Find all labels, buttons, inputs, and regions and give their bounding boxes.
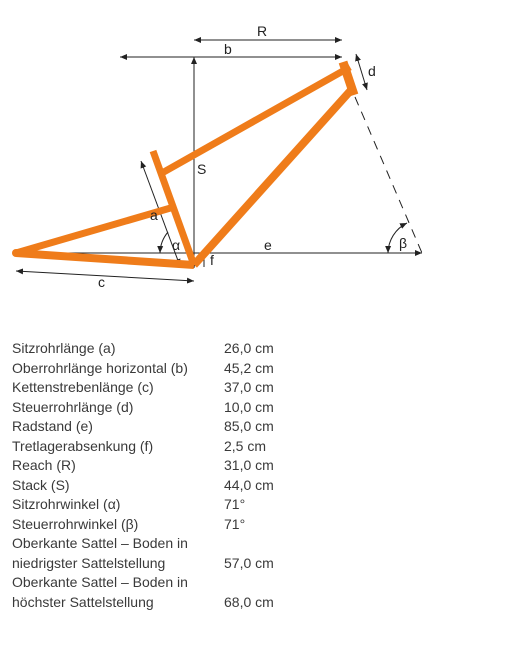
geometry-spec-table xyxy=(12,339,332,612)
spec-row xyxy=(12,378,332,398)
spec-value: 71° xyxy=(224,496,246,512)
label-a: a xyxy=(150,207,158,223)
spec-value: 26,0 cm xyxy=(224,340,274,356)
spec-label: Steuerrohrwinkel (β) xyxy=(12,515,139,532)
rear-axle-dot xyxy=(12,249,20,257)
spec-label: Tretlagerabsenkung (f) xyxy=(12,437,154,454)
spec-row xyxy=(12,515,332,535)
spec-value: 68,0 cm xyxy=(224,593,274,610)
spec-value: 45,2 cm xyxy=(224,359,274,376)
spec-value: 44,0 cm xyxy=(224,476,274,493)
spec-row xyxy=(12,417,332,437)
spec-row xyxy=(12,359,332,379)
spec-label: Radstand (e) xyxy=(12,418,93,434)
spec-row xyxy=(12,398,332,418)
spec-value: 37,0 cm xyxy=(224,379,274,395)
spec-row xyxy=(12,534,332,573)
label-b: b xyxy=(224,41,232,57)
spec-label: Sitzrohrlänge (a) xyxy=(12,340,116,356)
spec-label: Oberkante Sattel – Boden in höchster Sattelstellung xyxy=(12,574,188,610)
label-f: f xyxy=(210,252,214,268)
bike-frame xyxy=(12,62,354,265)
alpha-angle-arc xyxy=(160,232,168,253)
down-tube xyxy=(194,89,352,265)
head-tube xyxy=(343,62,354,95)
label-s: S xyxy=(197,161,207,177)
spec-label: Stack (S) xyxy=(12,476,70,493)
label-beta: β xyxy=(399,235,408,251)
chainstay-tube xyxy=(16,253,194,265)
spec-label: Oberkante Sattel – Boden in niedrigster Sattelstellung xyxy=(12,535,188,571)
spec-label: Oberrohrlänge horizontal (b) xyxy=(12,359,188,376)
d-dimension-line xyxy=(356,54,367,90)
spec-row xyxy=(12,456,332,476)
spec-value: 85,0 cm xyxy=(224,418,274,434)
spec-row xyxy=(12,437,332,457)
spec-row xyxy=(12,495,332,515)
spec-label: Steuerrohrlänge (d) xyxy=(12,398,134,415)
label-d: d xyxy=(368,63,376,79)
spec-label: Kettenstrebenlänge (c) xyxy=(12,379,154,395)
label-alpha: α xyxy=(172,237,181,253)
spec-value: 57,0 cm xyxy=(224,554,274,571)
spec-label: Reach (R) xyxy=(12,457,76,473)
label-c: c xyxy=(98,274,105,290)
spec-label: Sitzrohrwinkel (α) xyxy=(12,496,121,512)
spec-row xyxy=(12,573,332,612)
label-e: e xyxy=(264,237,272,253)
spec-row xyxy=(12,476,332,496)
spec-value: 31,0 cm xyxy=(224,457,274,473)
steering-axis-dashed-line xyxy=(355,97,422,253)
c-dimension-line xyxy=(16,271,194,281)
label-r: R xyxy=(257,23,268,39)
spec-value: 71° xyxy=(224,515,246,532)
spec-value: 10,0 cm xyxy=(224,398,274,415)
spec-row xyxy=(12,339,332,359)
spec-value: 2,5 cm xyxy=(224,437,267,454)
bike-geometry-diagram xyxy=(0,0,529,300)
